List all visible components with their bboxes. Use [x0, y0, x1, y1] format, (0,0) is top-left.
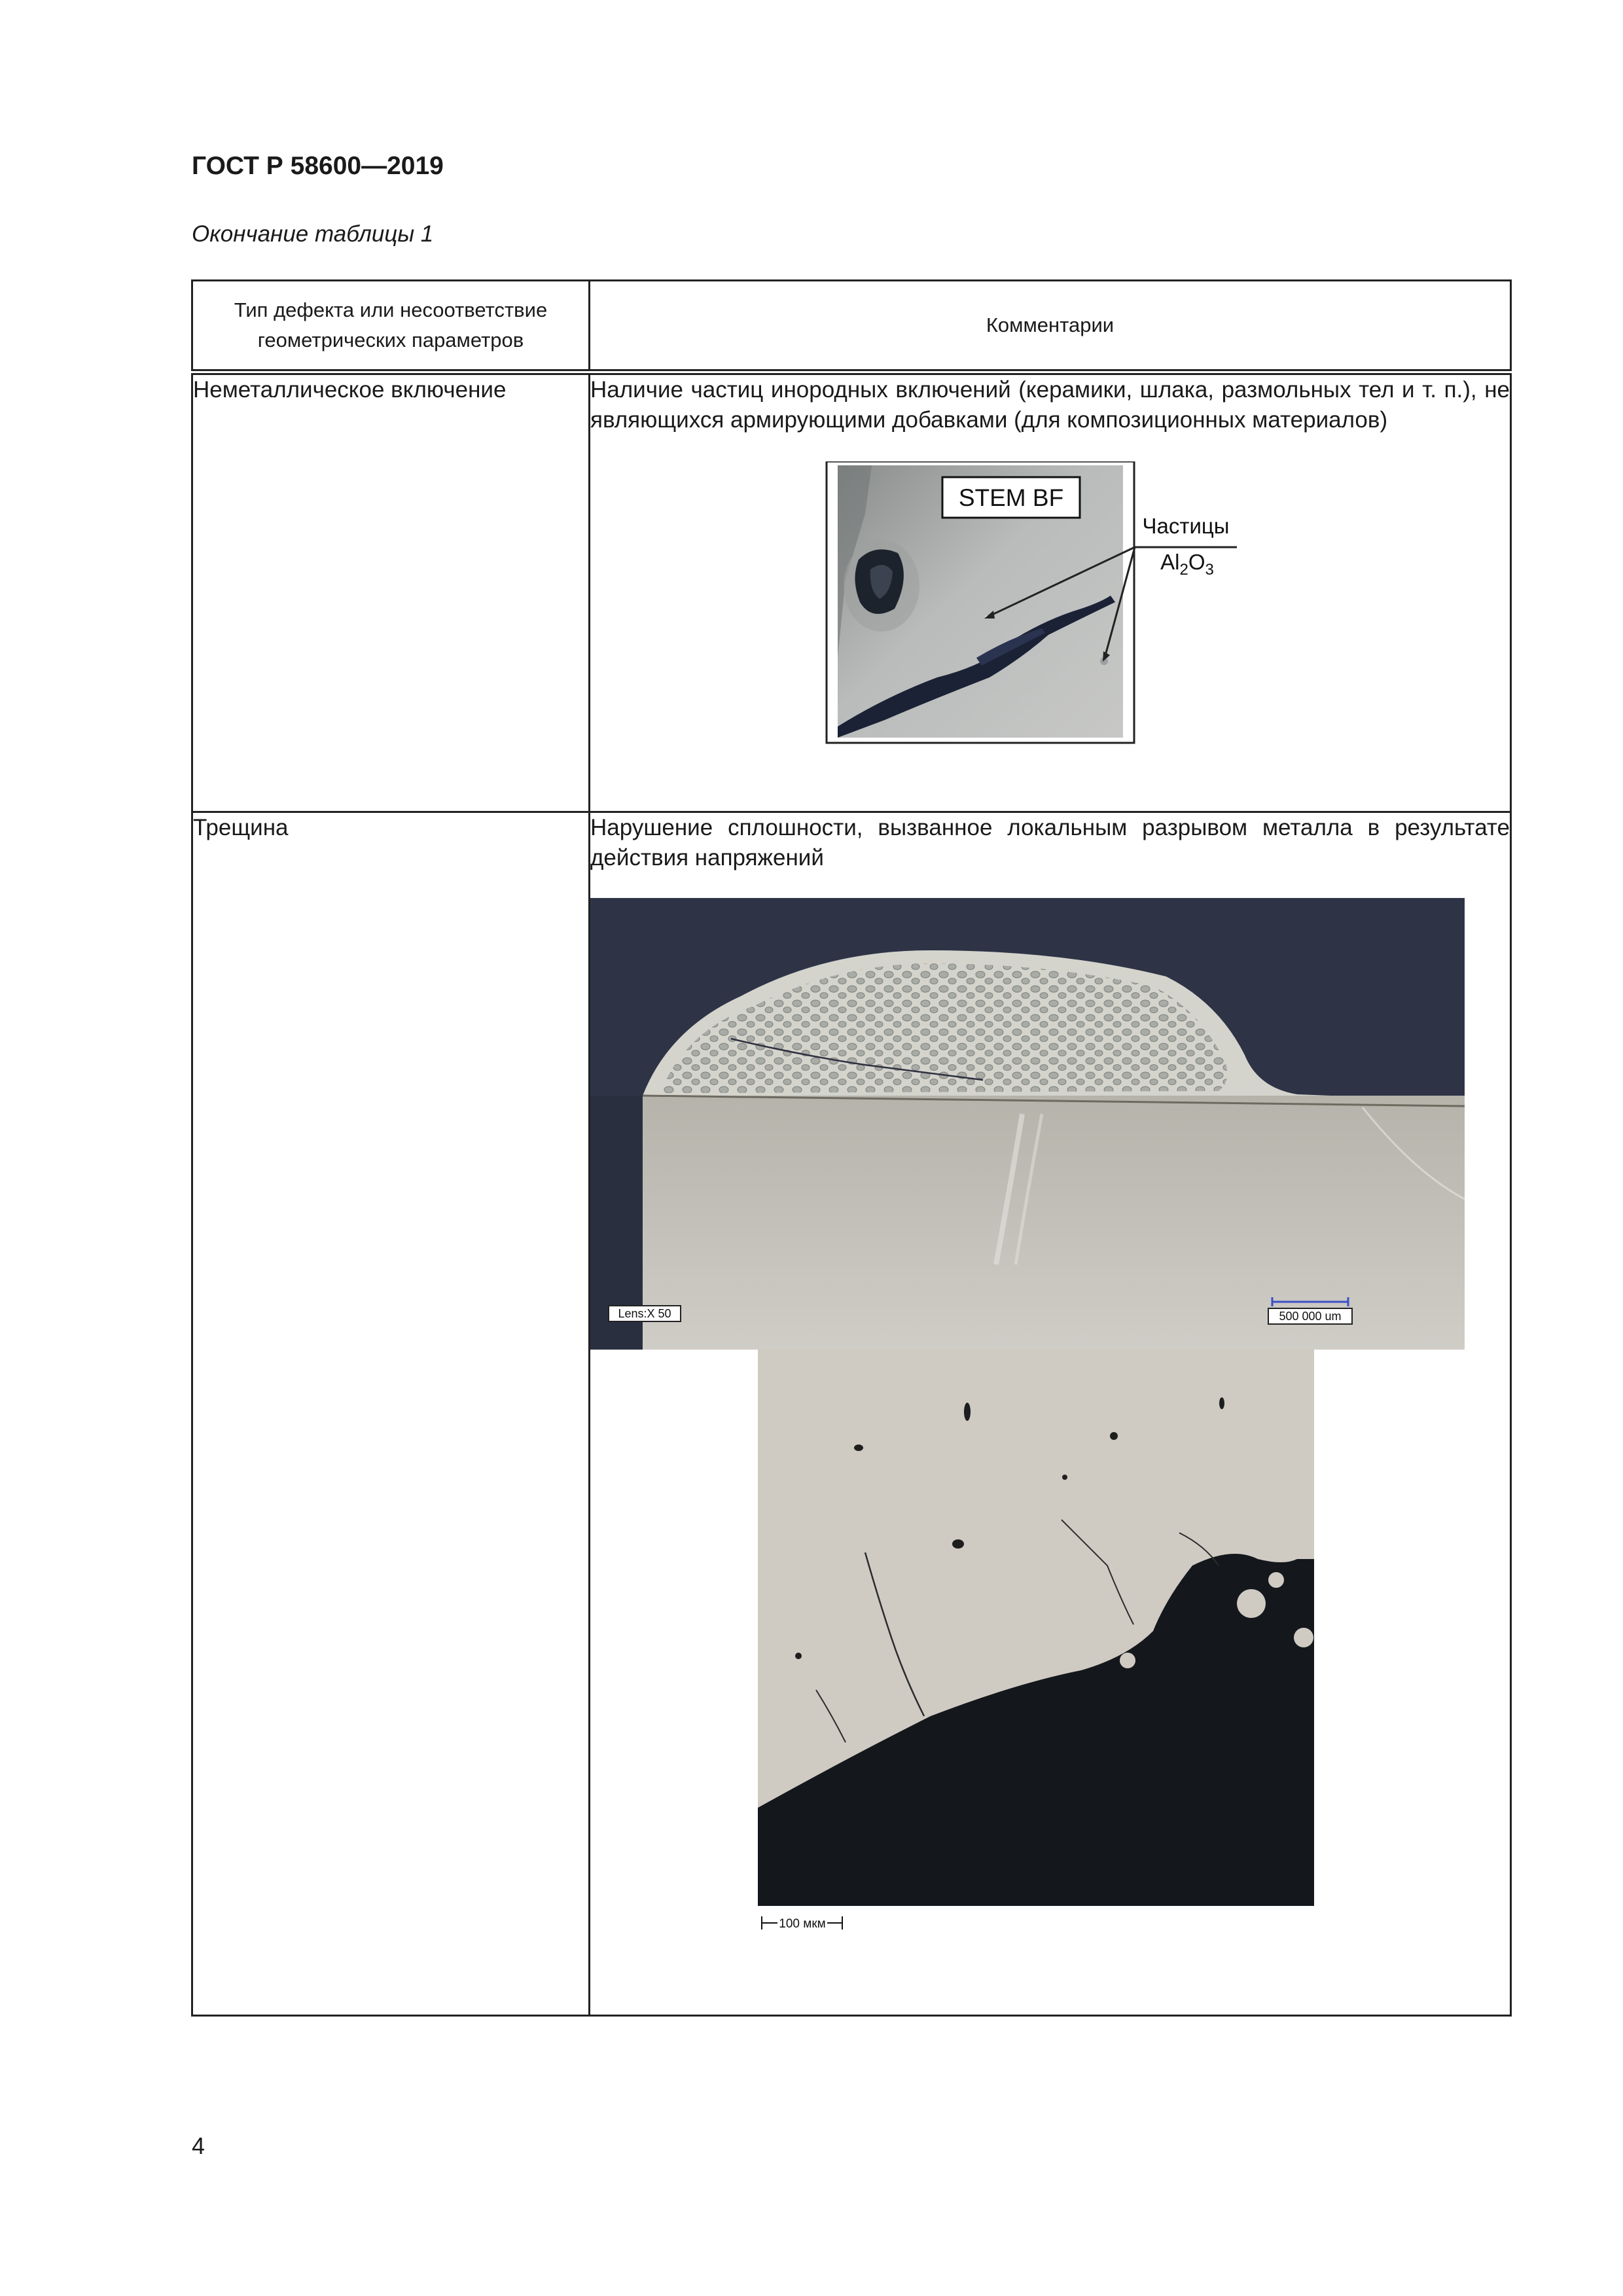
defects-table: [191, 279, 1512, 2017]
defect-type-label: Трещина: [193, 815, 289, 840]
scale-bar-label: 500 000 um: [1279, 1310, 1342, 1323]
page-number: 4: [192, 2132, 205, 2159]
table-row: [192, 812, 1511, 2016]
defect-comment-cell: [590, 372, 1511, 812]
stem-bf-micrograph: [623, 461, 1291, 749]
defect-type-cell: [192, 812, 590, 2016]
defect-comment-text: Нарушение сплошности, вызванное локальным разрывом металла в результате действия напряжений: [590, 815, 1510, 870]
standard-title: ГОСТ Р 58600—2019: [192, 152, 444, 180]
table-row: [192, 372, 1511, 812]
table-caption: Окончание таблицы 1: [192, 221, 434, 247]
column-header-comments: Комментарии: [590, 281, 1511, 372]
defect-comment-text: Наличие частиц инородных включений (керамики, шлака, размольных тел и т. п.), не являющихся армирующими добавками (для композиционных материалов): [590, 377, 1510, 433]
table-header-row: [192, 281, 1511, 372]
crack-detail-micrograph: [590, 1350, 1465, 1952]
defect-comment-cell: [590, 812, 1511, 2016]
defect-type-cell: [192, 372, 590, 812]
defect-type-label: Неметаллическое включение: [193, 377, 507, 403]
crack-overview-micrograph: [590, 898, 1465, 1350]
lens-label: Lens:X 50: [618, 1307, 671, 1320]
stem-mode-label: STEM BF: [958, 484, 1064, 511]
particles-label: Частицы: [1142, 514, 1230, 538]
al2o3-label: $Al_2O_3$: [1160, 550, 1214, 579]
column-header-type: Тип дефекта или несоответствие геометрических параметров: [192, 281, 590, 372]
scale-bar-label: 100 мкм: [779, 1917, 826, 1931]
